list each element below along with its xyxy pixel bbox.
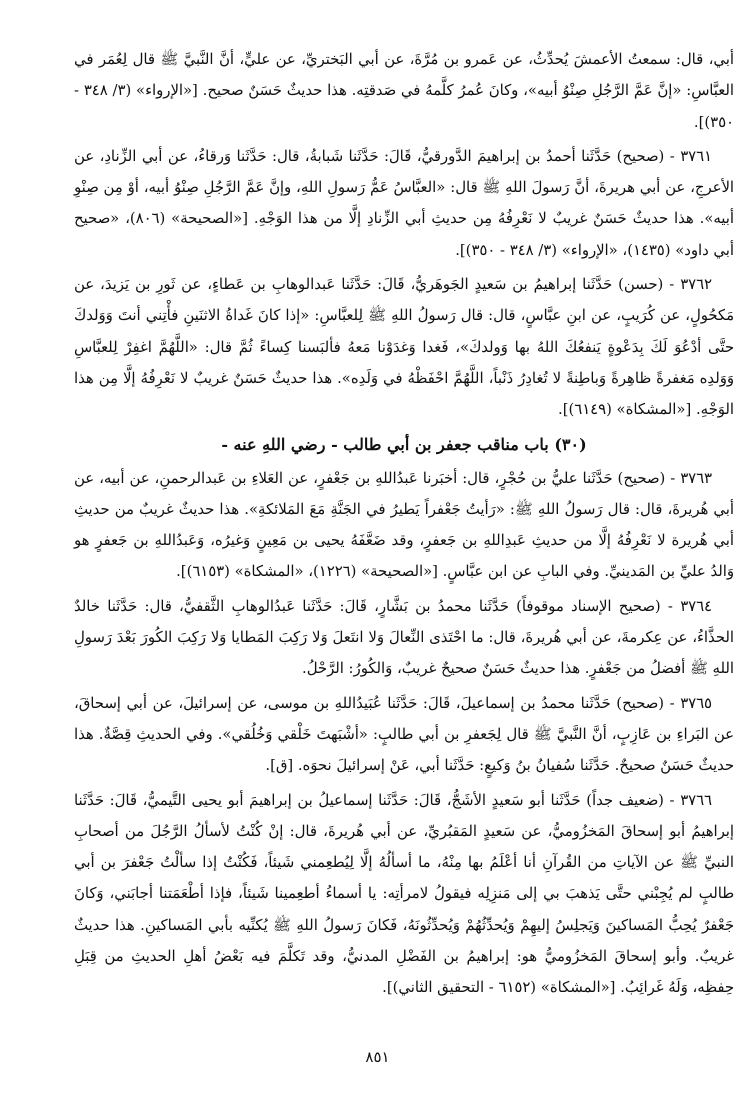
hadith-3761: ٣٧٦١ - (صحيح) حَدَّثَنا أحمدُ بن إبراهيمَ الدَّورقيُّ، قَالَ: حَدَّثَنا شَبابةُ، قال: حَدَّثَنا وَرقاءُ، عن أبي الزِّنادِ، عن الأعرجِ، عن أبي هريرةَ، أنَّ رَسولَ اللهِ ﷺ قال: «العبَّاسُ عَمُّ رَسولِ اللهِ، وإنَّ عَمَّ الرَّجُلِ صِنْوُ أبيه، أوْ مِن صِنْوِ أبيه». هذا حديثٌ حَسَنٌ غريبٌ لا نَعْرِفُهُ مِن حديثِ أبي الزِّنادِ إلَّا من هذا الوَجْهِ. [«الصحيحة» (٨٠٦)، «صحيح أبي داود» (١٤٣٥)، «الإرواء» (٣/ ٣٤٨ - ٣٥٠)]. [74, 147, 734, 259]
hadith-3762: ٣٧٦٢ - (حسن) حَدَّثَنا إبراهيمُ بن سَعيدٍ الجَوهَريُّ، قَالَ: حَدَّثَنا عَبدالوهابِ بن عَطاءٍ، عن ثَورِ بن يَزيدَ، عن مَكحُولٍ، عن كُرَيبٍ، عن ابنِ عبَّاسٍ، قال: قال رَسولُ اللهِ ﷺ لِلعبَّاسِ: «إذا كانَ غَداةُ الاثنَينِ فأْتِني أنتَ وَوَلدكَ حتَّى أدْعُوَ لَكَ بِدَعْوةٍ يَنفعُكَ اللهُ بها وَولدكَ»، فَغدا وَغدَوْنا مَعهُ فألبَسنا كِساءً ثُمَّ قال: «اللَّهُمَّ اغفِرْ لِلعبَّاسِ وَوَلدِه مَغفرةً ظاهِرةً وَباطِنةً لا تُغادِرُ ذَنْباً، اللَّهُمَّ احْفَظْهُ في وَلَدِه». هذا حديثٌ حَسَنٌ غريبٌ لا نَعْرِفُهُ إلَّا مِن هذا الوَجْهِ. [«المشكاة» (٦١٤٩)]. [74, 276, 734, 419]
hadith-3764: ٣٧٦٤ - (صحيح الإسناد موقوفاً) حَدَّثَنا محمدُ بن بَشَّارٍ، قَالَ: حَدَّثَنا عَبدُالوهابِ الثَّقفيُّ، قال: حَدَّثَنا خالدٌ الحذَّاءُ، عن عِكرمةَ، عن أبي هُريرةَ، قال: ما احْتَذى النِّعالَ وَلا انتَعلَ وَلا رَكِبَ المَطايا وَلا رَكِبَ الكُورَ بَعْدَ رَسولِ اللهِ ﷺ أفضلُ من جَعْفرٍ. هذا حديثٌ حَسَنٌ صحيحٌ غريبٌ، وَالكُورُ: الرَّحْلُ. [74, 597, 734, 678]
hadith-3766: ٣٧٦٦ - (ضعيف جداً) حَدَّثَنا أبو سَعيدٍ الأشَجُّ، قَالَ: حَدَّثَنا إسماعيلُ بن إبراهيمَ أبو يحيى التَّيميُّ، قَالَ: حَدَّثَنا إبراهيمُ أبو إسحاقَ المَخزُوميُّ، عن سَعيدٍ المَقبُريِّ، عن أبي هُريرةَ، قال: إنْ كُنْتُ لأسألُ الرَّجُلَ من أصحابِ النبيِّ ﷺ عن الآياتِ من القُرآنِ أنا أعْلَمُ بها مِنْهُ، ما أسألُهُ إلَّا لِيُطعِمني شَيئاً، فَكُنْتُ إذا سألْتُ جَعْفرَ بن أبي طالبٍ لم يُجِبْني حتَّى يَذهبَ بي إلى مَنزِلِه فيقولُ لامرأتِه: يا أسماءُ أطعِمينا شَيئاً، فإذا أطْعَمَتنا أجابَني، وَكانَ جَعْفرٌ يُحِبُّ المَساكينَ وَيَجلِسُ إليهِمْ وَيُحدِّثُهُمْ وَيُحدِّثُونَهُ، فَكانَ رَسولُ اللهِ ﷺ يُكنِّيه بأبي المَساكينِ. هذا حديثٌ غريبٌ. وأبو إسحاقَ المَخزُوميُّ هو: إبراهيمُ بن الفَضْلِ المدنيُّ، وقد تَكلَّمَ فيه بَعْضُ أهلِ الحديثِ من قِبَلِ حِفظِه، وَلَهُ غَرائِبُ. [«المشكاة» (٦١٥٢ - التحقيق الثاني)]. [74, 791, 734, 997]
page-number: ٨٥١ [365, 1048, 390, 1066]
hadith-3763: ٣٧٦٣ - (صحيح) حَدَّثَنا عليُّ بن حُجْرٍ، قال: أخبَرنا عَبدُاللهِ بن جَعْفرٍ، عن العَلاءِ بن عَبدالرحمنِ، عن أبيه، عن أبي هُريرةَ، قال: قال رَسولُ اللهِ ﷺ: «رَأيتُ جَعْفراً يَطيرُ في الجَنَّةِ مَعَ المَلائكةِ». هذا حديثٌ غريبٌ من حديثِ أبي هُريرة لا نَعْرِفُهُ إلَّا من حديثِ عَبدِاللهِ بن جَعفرٍ، وقد ضَعَّفَهُ يحيى بن مَعِينٍ وَغيرُه، وَعَبدُاللهِ بن جَعفرٍ هو وَالدُ عليِّ بن المَدينيِّ. وفي البابِ عن ابن عبَّاسٍ. [«الصحيحة» (١٢٢٦)، «المشكاة» (٦١٥٣)]. [74, 469, 734, 581]
section-heading: (٣٠) باب مناقب جعفر بن أبي طالب - رضي اللهِ عنه - [221, 434, 587, 454]
paragraph-continuation: أبي، قال: سمعتُ الأعمشَ يُحدِّثُ، عن عَمرو بن مُرَّةَ، عن أبي البَختريِّ، عن عليٍّ، أنَّ النَّبيَّ ﷺ قال لِعُمَر في العبَّاسِ: «إنَّ عَمَّ الرَّجُلِ صِنْوُ أبيه»، وكانَ عُمرُ كلَّمهُ في صَدقتِه. هذا حديثٌ حَسَنٌ صحيح. [«الإرواء» (٣/ ٣٤٨ - ٣٥٠)]. [74, 51, 734, 131]
document-page [74, 44, 734, 1004]
hadith-3765: ٣٧٦٥ - (صحيح) حَدَّثَنا محمدُ بن إسماعيلَ، قَالَ: حَدَّثَنا عُبَيدُاللهِ بن موسى، عن إسرائيلَ، عن أبي إسحاقَ، عن البَراءِ بن عَازِبٍ، أنَّ النَّبيَّ ﷺ قال لِجَعفرِ بن أبي طالبٍ: «أشْبَهتَ خَلْقي وَخُلُقي». وفي الحديثِ قِصَّةٌ. هذا حديثٌ حَسَنٌ صحيحٌ. حَدَّثَنا سُفيانُ بنُ وَكيعٍ: حَدَّثَنا أبي، عَنْ إسرائيلَ نحوَه. [ق]. [74, 694, 734, 775]
